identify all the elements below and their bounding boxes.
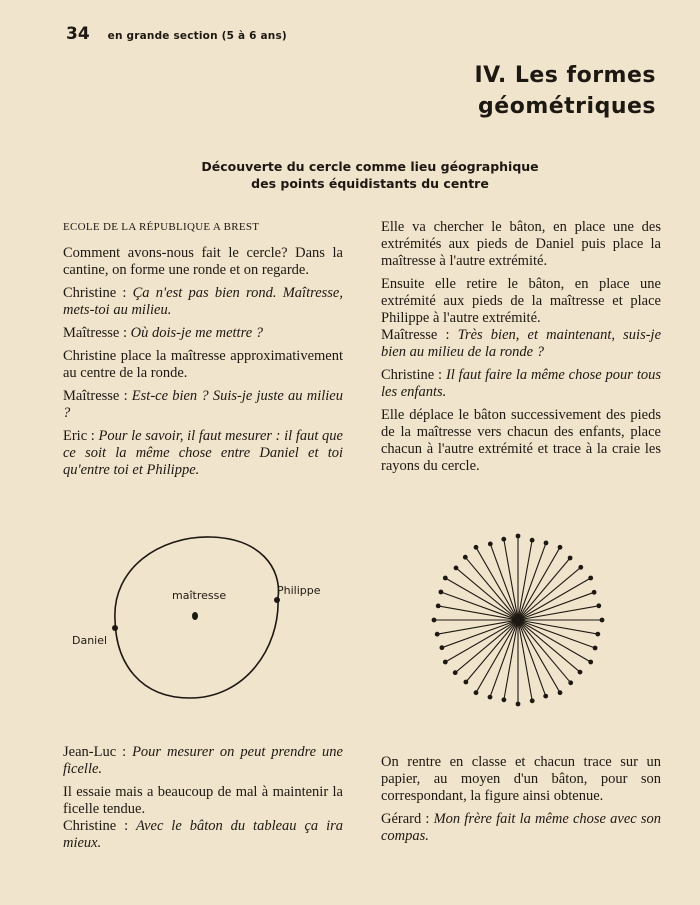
ray-endpoint (530, 698, 535, 703)
ray-endpoint (596, 603, 601, 608)
ray-endpoint (600, 618, 605, 623)
ray-endpoint (568, 680, 573, 685)
paragraph: Ensuite elle retire le bâton, en place une extrémité aux pieds de la maîtresse et place Philippe à l'autre extrémité. (381, 276, 661, 326)
quote: Très bien, et maintenant, suis-je bien au milieu de la ronde ? (381, 327, 662, 360)
page-number: 34 (66, 24, 90, 44)
rays-center-point (516, 618, 521, 623)
ray-endpoint (474, 545, 479, 550)
ray-endpoint (488, 542, 493, 547)
speaker: Christine : (63, 818, 137, 834)
ray-endpoint (474, 690, 479, 695)
section-subtitle (100, 158, 640, 192)
right-bottom-column (381, 754, 661, 851)
quote: Il faut faire la même chose pour tous les enfants. (381, 367, 661, 400)
chapter-title-line1: IV. Les formes (474, 63, 656, 88)
speaker: Christine : (381, 367, 446, 383)
dialogue-line (381, 811, 661, 845)
quote: Avec le bâton du tableau ça ira mieux. (63, 818, 343, 851)
ray-endpoint (516, 702, 521, 707)
ray-endpoint (436, 604, 441, 609)
ray-endpoint (443, 576, 448, 581)
dialogue-line (381, 367, 661, 401)
paragraph: Comment avons-nous fait le cercle? Dans la cantine, on forme une ronde et on regarde. (63, 245, 343, 278)
ray-endpoint (432, 618, 437, 623)
right-column (381, 219, 661, 481)
label-philippe: Philippe (277, 584, 321, 597)
speaker: Maîtresse : (63, 388, 132, 404)
dialogue-line (63, 325, 343, 342)
paragraph: On rentre en classe et chacun trace sur un papier, au moyen d'un bâton, pour son correspondant, la figure ainsi obtenue. (381, 754, 661, 804)
quote: Où dois-je me mettre ? (130, 325, 264, 341)
label-maitresse: maîtresse (172, 589, 227, 602)
dialogue-line (63, 428, 343, 479)
ray-endpoint (588, 660, 593, 665)
paragraph: Christine place la maîtresse approximativement au centre de la ronde. (63, 348, 343, 381)
ray-endpoint (443, 660, 448, 665)
subtitle-line1: Découverte du cercle comme lieu géographique (201, 159, 539, 174)
speaker: Gérard : (381, 811, 434, 827)
speaker: Eric : (63, 428, 99, 444)
dialogue-line (63, 744, 343, 778)
speaker: Christine : (63, 285, 133, 301)
ray-endpoint (592, 590, 597, 595)
chapter-title-line2: géométriques (478, 94, 656, 119)
quote: Ça n'est pas bien rond. Maîtresse, mets-toi au milieu. (63, 285, 343, 318)
circle-figure (60, 528, 350, 708)
ray-endpoint (593, 646, 598, 651)
subtitle-line2: des points équidistants du centre (251, 176, 489, 191)
center-point (192, 612, 198, 620)
ray-endpoint (544, 541, 549, 546)
left-column (63, 219, 343, 485)
dialogue-line (63, 388, 343, 422)
ray-endpoint (516, 534, 521, 539)
school-name: ECOLE DE LA RÉPUBLIQUE A BREST (63, 221, 260, 233)
ray-endpoint (530, 538, 535, 543)
running-title: en grande section (5 à 6 ans) (107, 30, 287, 42)
daniel-point (112, 625, 118, 631)
speaker: Maîtresse : (381, 327, 458, 343)
ray-endpoint (453, 670, 458, 675)
ray-endpoint (558, 690, 563, 695)
ray-endpoint (578, 670, 583, 675)
dialogue-line (63, 818, 343, 852)
left-bottom-column (63, 744, 343, 858)
ray-endpoint (464, 680, 469, 685)
ray-endpoint (439, 590, 444, 595)
running-head (66, 24, 287, 44)
paragraph: Il essaie mais a beaucoup de mal à maintenir la ficelle tendue. (63, 784, 343, 817)
speaker: Jean-Luc : (63, 744, 133, 760)
dialogue-line (381, 327, 661, 361)
circle-drawing (60, 528, 350, 708)
ray-endpoint (454, 566, 459, 571)
quote: Pour mesurer on peut prendre une ficelle. (63, 744, 343, 777)
quote: Mon frère fait la même chose avec son compas. (381, 811, 661, 844)
paragraph: Elle va chercher le bâton, en place une des extrémités aux pieds de Daniel puis place la maîtresse à l'autre extrémité. (381, 219, 661, 269)
rays-drawing (425, 532, 615, 712)
ray-endpoint (568, 556, 573, 561)
label-daniel: Daniel (72, 634, 108, 647)
ray-endpoint (578, 565, 583, 570)
paragraph: Elle déplace le bâton successivement des pieds de la maîtresse vers chacun des enfants, place chacun à l'autre extrémité et trace à la craie les rayons du cercle. (381, 407, 661, 474)
philippe-point (274, 597, 280, 603)
rays-figure (425, 532, 615, 712)
ray-endpoint (543, 694, 548, 699)
quote: Pour le savoir, il faut mesurer : il faut que ce soit la même chose entre Daniel et toi qu'entre toi et Philippe. (63, 428, 343, 478)
ray-endpoint (463, 555, 468, 560)
ray-endpoint (488, 695, 493, 700)
speaker: Maîtresse : (63, 325, 131, 341)
ray-endpoint (501, 537, 506, 542)
quote: Est-ce bien ? Suis-je juste au milieu ? (63, 388, 343, 421)
chapter-title (296, 60, 656, 122)
ray-endpoint (440, 645, 445, 650)
ray-endpoint (435, 632, 440, 637)
ray-endpoint (595, 632, 600, 637)
ray-endpoint (588, 576, 593, 581)
ray-endpoint (502, 697, 507, 702)
ray-endpoint (558, 545, 563, 550)
dialogue-line (63, 285, 343, 319)
